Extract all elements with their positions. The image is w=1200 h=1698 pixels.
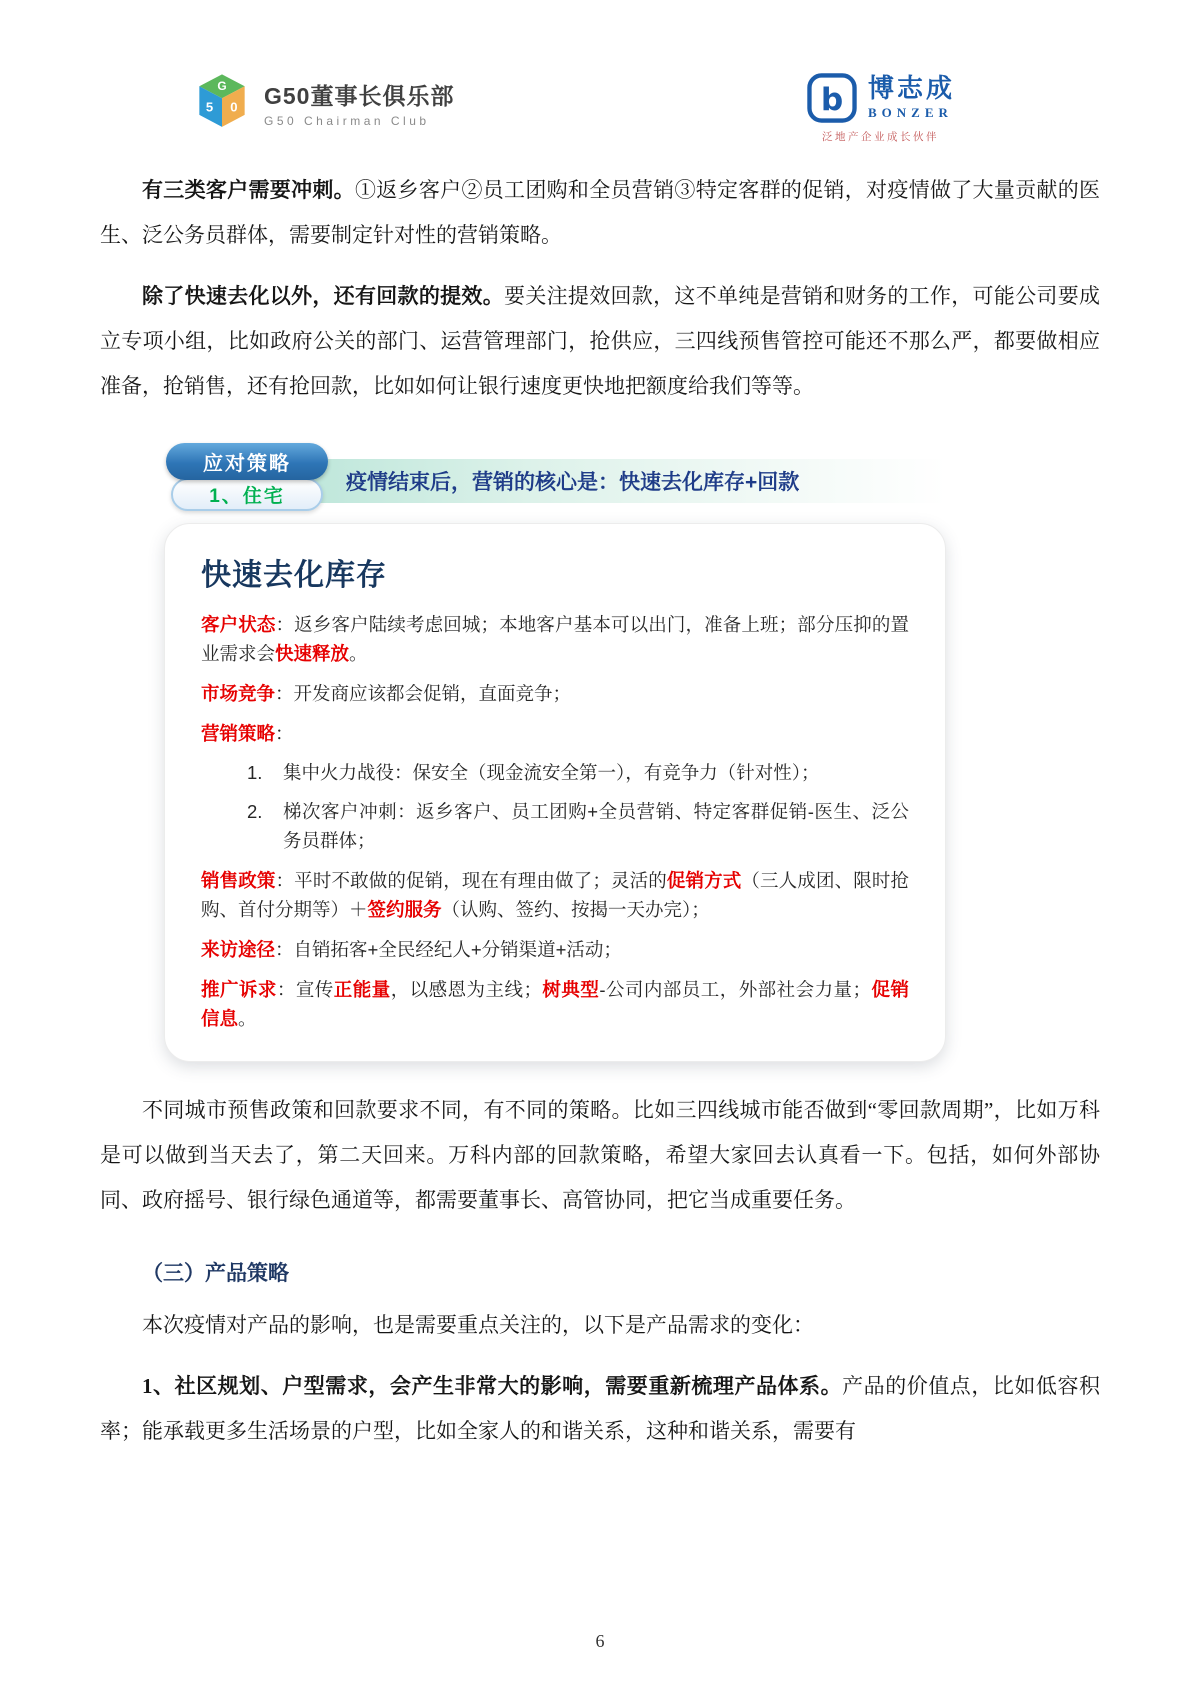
paragraph-community-planning: 1、社区规划、户型需求，会产生非常大的影响，需要重新梳理产品体系。产品的价值点，比如低容积率；能承载更多生活场景的户型，比如全家人的和谐关系，这种和谐关系，需要有	[100, 1374, 1100, 1443]
slide-line-sales-policy: 销售政策：平时不敢做的促销，现在有理由做了；灵活的促销方式（三人成团、限时抢购、首付分期等）＋签约服务（认购、签约、按揭一天办完）；	[201, 870, 909, 920]
slide-line-marketing-strategy: 营销策略：	[201, 723, 294, 744]
strategy-slide	[164, 443, 946, 1062]
document-body	[100, 168, 1100, 1454]
badge-residential: 1、住宅	[171, 478, 323, 511]
paragraph-payment-efficiency: 除了快速去化以外，还有回款的提效。要关注提效回款，这不单纯是营销和财务的工作，可能公司要成立专项小组，比如政府公关的部门、运营管理部门，抢供应，三四线预售管控可能还不那么严，都要做相应准备，抢销售，还有抢回款，比如如何让银行速度更快地把额度给我们等等。	[100, 284, 1101, 398]
bonzer-tagline: 泛地产企业成长伙伴	[821, 132, 939, 143]
slide-banner-title: 疫情结束后，营销的核心是：快速去化库存+回款	[312, 459, 946, 503]
svg-text:0: 0	[230, 99, 238, 115]
badge-response-strategy: 应对策略	[166, 443, 328, 480]
list-item-text: 集中火力战役：保安全（现金流安全第一），有竞争力（针对性）；	[283, 762, 820, 783]
section-heading-product-strategy: （三）产品策略	[142, 1261, 289, 1285]
svg-text:b: b	[820, 82, 844, 119]
g50-cube-icon	[192, 72, 252, 134]
bonzer-title: 博志成	[867, 74, 955, 104]
slide-line-customer-status: 客户状态：返乡客户陆续考虑回城；本地客户基本可以出门，准备上班；部分压抑的置业需求会快速释放。	[201, 614, 909, 664]
page-number: 6	[595, 1631, 605, 1651]
list-number: 2.	[247, 801, 263, 822]
g50-logo-text	[264, 78, 454, 128]
bonzer-logo-icon	[806, 72, 858, 124]
list-item-text: 梯次客户冲刺：返乡客户、员工团购+全员营销、特定客群促销-医生、泛公务员群体；	[283, 801, 909, 851]
list-number: 1.	[247, 762, 263, 783]
slide-card	[164, 523, 946, 1062]
slide-line-market-competition: 市场竞争：开发商应该都会促销，直面竞争；	[201, 683, 572, 704]
bonzer-subtitle: BONZER	[867, 104, 953, 120]
slide-line-visit-channels: 来访途径：自销拓客+全民经纪人+分销渠道+活动；	[201, 939, 622, 960]
slide-list-item-2	[247, 797, 909, 855]
g50-subtitle: G50 Chairman Club	[264, 114, 430, 128]
slide-card-title: 快速去化库存	[201, 559, 387, 592]
g50-title: G50董事长俱乐部	[264, 83, 455, 109]
slide-header	[164, 443, 946, 521]
bonzer-logo	[806, 72, 955, 144]
slide-line-promotion-appeal: 推广诉求：宣传正能量，以感恩为主线；树典型-公司内部员工，外部社会力量；促销信息。	[201, 979, 909, 1029]
svg-text:5: 5	[205, 99, 214, 115]
paragraph-customer-sprint: 有三类客户需要冲刺。①返乡客户②员工团购和全员营销③特定客群的促销，对疫情做了大量贡献的医生、泛公务员群体，需要制定针对性的营销策略。	[100, 178, 1101, 247]
paragraph-product-impact: 本次疫情对产品的影响，也是需要重点关注的，以下是产品需求的变化：	[142, 1313, 814, 1337]
g50-logo	[192, 72, 454, 134]
bonzer-logo-text	[868, 75, 955, 120]
slide-list-item-1	[247, 758, 909, 787]
page-header	[100, 72, 1100, 150]
svg-text:G: G	[217, 78, 227, 93]
paragraph-presale-policy: 不同城市预售政策和回款要求不同，有不同的策略。比如三四线城市能否做到“零回款周期”，比如万科是可以做到当天去了，第二天回来。万科内部的回款策略，希望大家回去认真看一下。包括，如何外部协同、政府摇号、银行绿色通道等，都需要董事长、高管协同，把它当成重要任务。	[100, 1098, 1100, 1212]
